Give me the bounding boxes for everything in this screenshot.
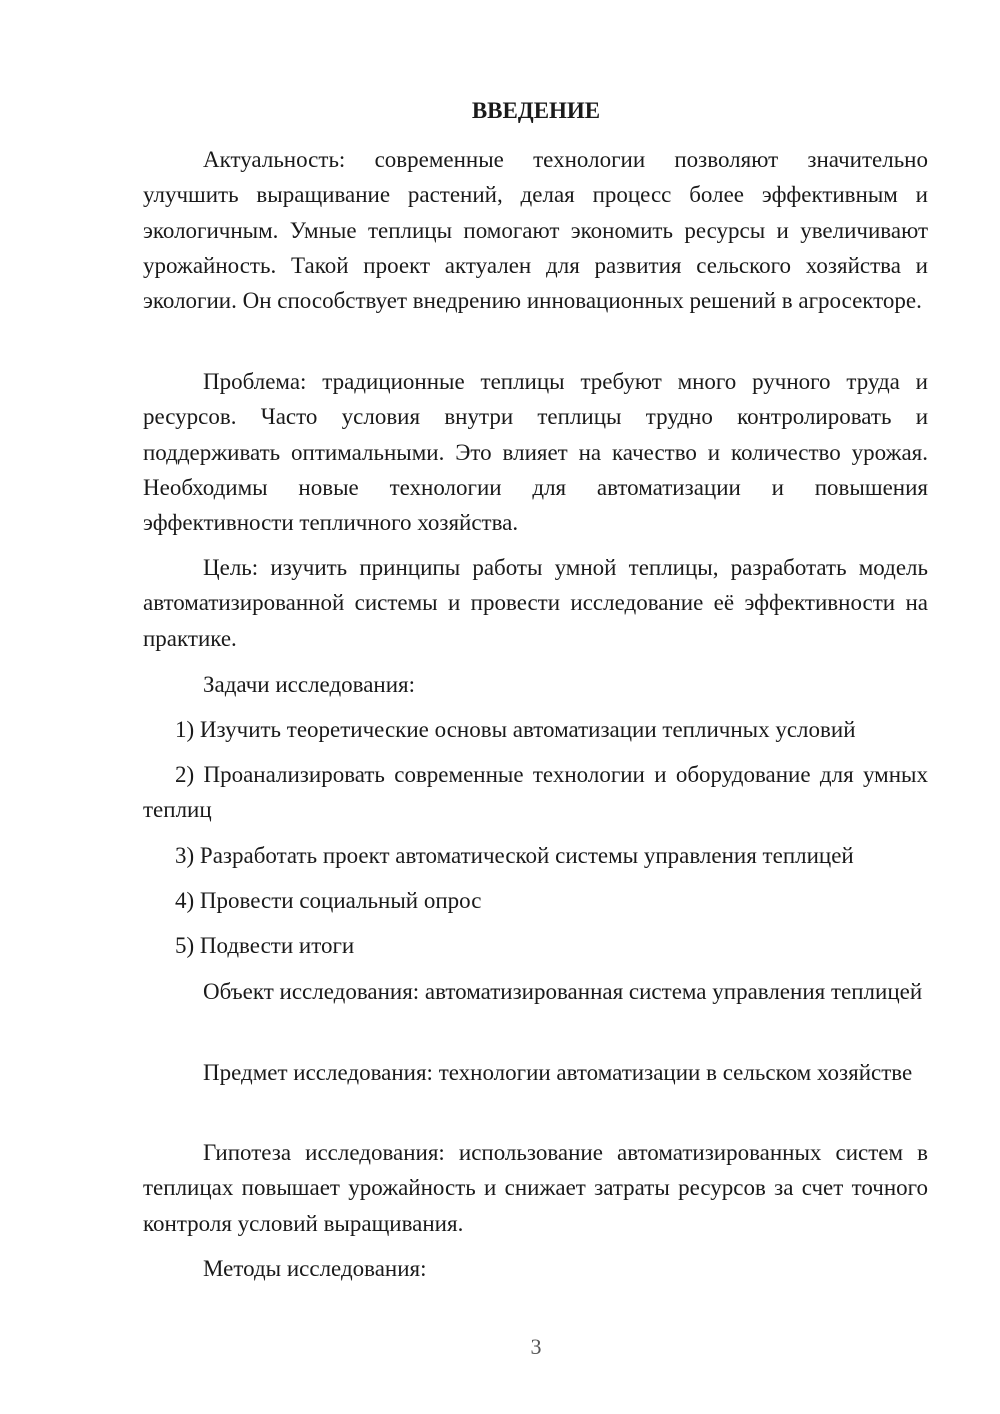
tasks-heading: Задачи исследования:: [203, 672, 416, 697]
task-item: 3) Разработать проект автоматической системы управления теплицей: [175, 843, 854, 868]
task-item: 1) Изучить теоретические основы автоматизации тепличных условий: [175, 717, 856, 742]
page-title: ВВЕДЕНИЕ: [471, 98, 601, 123]
problem-paragraph: Проблема: традиционные теплицы требуют много ручного труда и ресурсов. Часто условия внутри теплицы трудно контролировать и поддерживать оптимальными. Это влияет на качество и количество урожая. Необходимы новые технологии для автоматизации и повышения эффективности тепличного хозяйства.: [143, 369, 928, 536]
hypothesis-paragraph: Гипотеза исследования: использование автоматизированных систем в теплицах повышает урожайность и снижает затраты ресурсов за счет точного контроля условий выращивания.: [143, 1140, 928, 1236]
task-item: 4) Провести социальный опрос: [175, 888, 482, 913]
relevance-paragraph: Актуальность: современные технологии позволяют значительно улучшить выращивание растений, делая процесс более эффективным и экологичным. Умные теплицы помогают экономить ресурсы и увеличивают урожайность. Такой проект актуален для развития сельского хозяйства и экологии. Он способствует внедрению инновационных решений в агросекторе.: [143, 147, 928, 314]
task-item: 5) Подвести итоги: [175, 933, 355, 958]
task-item: 2) Проанализировать современные технологии и оборудование для умных теплиц: [143, 762, 928, 823]
subject-paragraph: Предмет исследования: технологии автоматизации в сельском хозяйстве: [203, 1060, 913, 1085]
object-paragraph: Объект исследования: автоматизированная система управления теплицей: [203, 979, 923, 1004]
goal-paragraph: Цель: изучить принципы работы умной теплицы, разработать модель автоматизированной системы и провести исследование её эффективности на практике.: [143, 555, 928, 651]
methods-heading: Методы исследования:: [203, 1256, 427, 1281]
page-number: 3: [530, 1334, 542, 1359]
